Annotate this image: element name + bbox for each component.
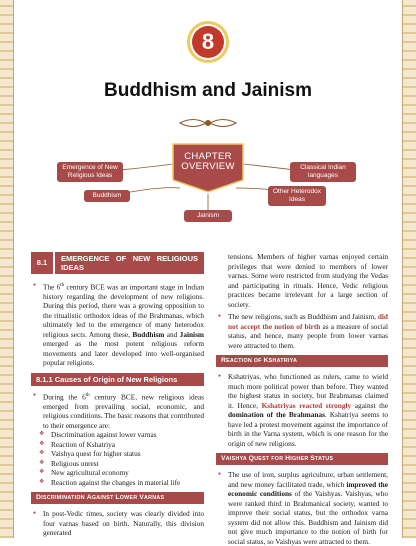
section-8-1-1-heading: 8.1.1 Causes of Origin of New Religions — [31, 373, 204, 386]
list-item: ❖ Reaction against the changes in material life — [31, 478, 204, 488]
causes-list — [31, 430, 204, 487]
heading-reaction-kshatriya: REACTION OF KSHATRIYA — [216, 355, 388, 367]
chapter-overview-diagram — [0, 136, 416, 236]
heading-vaishya-quest: VAISHYA QUEST FOR HIGHER STATUS — [216, 453, 388, 465]
overview-item-classical-languages: Classical Indian languages — [290, 162, 356, 182]
list-item: ❖ New agricultural economy — [31, 468, 204, 478]
left-column — [31, 252, 204, 538]
overview-item-emergence: Emergence of New Religious Ideas — [57, 162, 123, 182]
paragraph-post-vedic: ● In post-Vedic times, society was clearly divided into four varnas based on birth. Naturally, this division generated — [31, 509, 204, 538]
overview-title-line1: CHAPTER — [184, 151, 232, 162]
paragraph-6th-century: ● The 6th century BCE was an important stage in Indian history regarding the development of new religions. During this period, there was a growing opposition to the ritualistic orthodox ideas of the Brahmanas, which ultimately led to the emergence of many heterodox religious sects. Among these, Buddhism and Jainism emerged as the most potent religious reform movements and later developed into well-organised popular religions. — [31, 281, 204, 368]
paragraph-kshatriyas: ● Kshatriyas, who functioned as rulers, came to wield much more political power than before. They wanted the highest status in society, but Brahmanas claimed it. Hence, Kshatriyas reacted strongly against the domination of the Brahmanas. Kshatriya seems to have led a protest movement against the importance of birth in the Varna system, which is one reason for the origin of new religions. — [216, 372, 388, 448]
chapter-title: Buddhism and Jainism — [104, 80, 312, 101]
list-item: ❖ Discrimination against lower varnas — [31, 430, 204, 440]
list-item: ❖ Vaishya quest for higher status — [31, 449, 204, 459]
section-8-1-number: 8.1 — [31, 252, 53, 274]
list-item: ❖ Religious unrest — [31, 459, 204, 469]
overview-item-jainism: Jainism — [184, 210, 232, 222]
list-item: ❖ Reaction of Kshatriya — [31, 440, 204, 450]
chapter-number-badge — [186, 20, 230, 64]
flourish-divider-icon — [178, 116, 238, 130]
section-8-1-heading — [31, 252, 204, 276]
paragraph-causes-intro: ● During the 6th century BCE, new religious ideas emerged from prevailing social, economic, and religious conditions. The basic reasons that contributed to their emergence are: — [31, 391, 204, 430]
paragraph-tensions: tensions. Members of higher varnas enjoyed certain privileges that were denied to members of lower varnas. Some were restricted from studying the Vedas and participating in rituals. Hence, Vedic religious practices became irrelevant for a large section of society. — [228, 252, 388, 309]
paragraph-new-religions: ● The new religions, such as Buddhism and Jainism, did not accept the notion of birth as a measure of social status, and hence, many people from lower varnas were attracted to them. — [216, 312, 388, 350]
section-8-1-title: EMERGENCE OF NEW RELIGIOUS IDEAS — [55, 252, 204, 274]
paragraph-vaishyas: ● The use of iron, surplus agriculture, urban settlement, and new money facilitated trade, which improved the economic conditions of the Vaishyas. Vaishyas, who were ranked third in Brahmanical society, wanted to improve their social status, but the orthodox varna system did not allow this. Buddhism and Jainism did not give much importance to the notion of birth for social status, so Vaishyas were attracted to them. — [216, 470, 388, 546]
overview-title-line2: OVERVIEW — [181, 161, 235, 172]
overview-item-buddhism: Buddhism — [84, 190, 130, 202]
chapter-number: 8 — [201, 29, 215, 54]
right-column — [216, 252, 388, 546]
overview-item-heterodox: Other Heterodox Ideas — [268, 186, 326, 206]
heading-discrimination-lower-varnas: DISCRIMINATION AGAINST LOWER VARNAS — [31, 492, 204, 504]
overview-center-card — [169, 142, 247, 194]
